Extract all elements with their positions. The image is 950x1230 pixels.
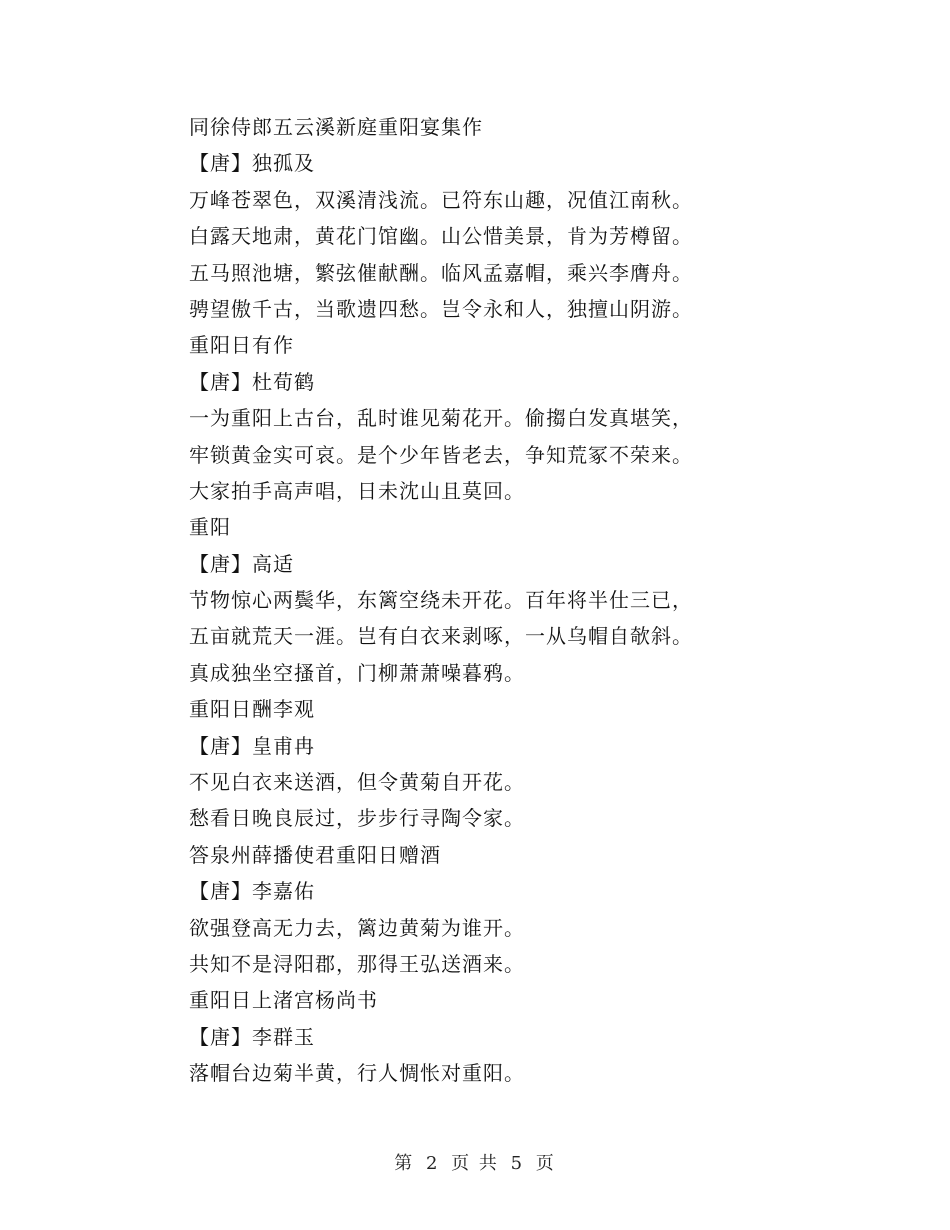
poem-line: 节物惊心两鬓华，东篱空绕未开花。百年将半仕三已，: [189, 588, 693, 613]
poem-author: 【唐】李群玉: [189, 1024, 315, 1049]
poem-line: 白露天地肃，黄花门馆幽。山公惜美景，肯为芳樽留。: [189, 224, 693, 249]
poem-title: 同徐侍郎五云溪新庭重阳宴集作: [189, 115, 483, 139]
poem-title: 重阳日有作: [189, 333, 294, 358]
document-body: [189, 109, 749, 1092]
poem-line: 欲强登高无力去，篱边黄菊为谁开。: [189, 915, 525, 940]
poem-line: 万峰苍翠色，双溪清浅流。已符东山趣，况值江南秋。: [189, 187, 693, 212]
footer-suffix: 页: [535, 1153, 556, 1174]
poem-line: 不见白衣来送酒，但令黄菊自开花。: [189, 770, 525, 795]
poem-line: 愁看日晚良辰过，步步行寻陶令家。: [189, 806, 525, 831]
poem-line: 一为重阳上古台，乱时谁见菊花开。偷搊白发真堪笑，: [189, 406, 693, 431]
poem-line: 大家拍手高声唱，日未沈山且莫回。: [189, 478, 525, 503]
poem-title: 答泉州薛播使君重阳日赠酒: [189, 842, 441, 867]
footer-middle: 页 共: [451, 1153, 499, 1174]
poem-author: 【唐】李嘉佑: [189, 879, 315, 904]
total-pages: 5: [510, 1153, 525, 1174]
poem-author: 【唐】杜荀鹤: [189, 369, 315, 394]
poem-author: 【唐】皇甫冉: [189, 733, 315, 758]
poem-line: 五马照池塘，繁弦催献酬。临风孟嘉帽，乘兴李膺舟。: [189, 260, 693, 285]
poem-author: 【唐】独孤及: [189, 151, 315, 176]
poem-title: 重阳: [189, 515, 231, 540]
page-number: 2: [425, 1153, 440, 1174]
poem-author: 【唐】高适: [189, 551, 294, 576]
footer-prefix: 第: [394, 1153, 415, 1174]
poem-line: 牢锁黄金实可哀。是个少年皆老去，争知荒冢不荣来。: [189, 442, 693, 467]
poem-line: 真成独坐空搔首，门柳萧萧噪暮鸦。: [189, 660, 525, 685]
poem-line: 落帽台边菊半黄，行人惆怅对重阳。: [189, 1061, 525, 1086]
poem-title: 重阳日上渚宫杨尚书: [189, 988, 378, 1013]
poem-line: 共知不是浔阳郡，那得王弘送酒来。: [189, 951, 525, 976]
page-footer: [0, 1152, 950, 1176]
poem-line: 五亩就荒天一涯。岂有白衣来剥啄，一从乌帽自欹斜。: [189, 624, 693, 649]
poem-line: 骋望傲千古，当歌遗四愁。岂令永和人，独擅山阴游。: [189, 296, 693, 321]
poem-title: 重阳日酬李观: [189, 697, 315, 722]
